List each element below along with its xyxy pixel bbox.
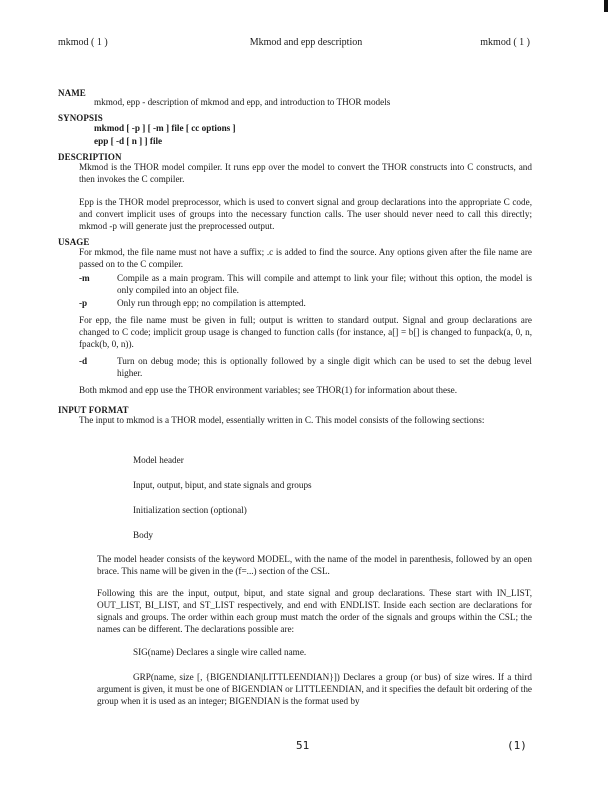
input-format-p3: Following this are the input, output, biput, and state signal and group declarations. These start with IN_LIST, OUT_LIST, BI_LIST, and ST_LIST respectively, and end with ENDLIST. Inside each section are declarations for signals and groups. The order within each group must match the order of the signals and groups within the CSL; the names can be different. The declarations possible are: (97, 588, 532, 634)
page-number: 51 (296, 739, 310, 752)
header-right: mkmod ( 1 ) (480, 37, 530, 48)
description-heading: DESCRIPTION (58, 152, 122, 162)
option-m-flag: -m (79, 273, 90, 283)
synopsis-heading: SYNOPSIS (58, 113, 103, 123)
option-p-flag: -p (79, 298, 88, 308)
description-p1: Mkmod is the THOR model compiler. It runs epp over the model to convert the THOR constructs into C constructs, and then invokes the C compiler. (79, 162, 532, 184)
synopsis-mkmod: mkmod [ -p ] [ -m ] file [ cc options ] (94, 123, 236, 133)
section-list-item: Model header (133, 455, 184, 465)
name-text: mkmod, epp - description of mkmod and epp, and introduction to THOR models (94, 97, 391, 107)
option-m-text: Compile as a main program. This will compile and attempt to link your file; without this option, the model is only compiled into an object file. (117, 273, 532, 295)
synopsis-epp: epp [ -d [ n ] ] file (94, 136, 163, 146)
option-d-text: Turn on debug mode; this is optionally followed by a single digit which can be used to set the debug level higher. (117, 356, 532, 378)
section-list-item: Initialization section (optional) (133, 505, 247, 515)
input-format-heading: INPUT FORMAT (58, 405, 129, 415)
input-format-p1: The input to mkmod is a THOR model, essentially written in C. This model consists of the following sections: (79, 415, 485, 425)
sig-declaration: SIG(name) Declares a single wire called name. (133, 647, 307, 657)
description-p2: Epp is the THOR model preprocessor, which is used to convert signal and group declarations into the appropriate C code, and convert implicit uses of groups into the necessary function calls. The user should never need to call this directly; mkmod -p will generate just the preprocessed output. (79, 197, 532, 231)
usage-heading: USAGE (58, 237, 90, 247)
grp-declaration: GRP(name, size [, {BIGENDIAN|LITTLEENDIAN}]) Declares a group (or bus) of size wires. If a third argument is given, it must be one of BIGENDIAN or LITTLEENDIAN, and it specifies the default bit ordering of the group when it is used as an integer; BIGENDIAN is the format used by (97, 672, 532, 706)
section-list-item: Input, output, biput, and state signals and groups (133, 480, 312, 490)
header-title: Mkmod and epp description (249, 37, 363, 48)
usage-p3: Both mkmod and epp use the THOR environment variables; see THOR(1) for information about these. (79, 385, 458, 395)
usage-p1: For mkmod, the file name must not have a suffix; .c is added to find the source. Any options given after the file name are passed on to the C compiler. (79, 247, 532, 269)
section-list-item: Body (133, 530, 153, 540)
option-p-text: Only run through epp; no compilation is attempted. (117, 298, 306, 308)
name-heading: NAME (58, 88, 86, 98)
option-d-flag: -d (79, 356, 88, 366)
usage-p2: For epp, the file name must be given in full; output is written to standard output. Signal and group declarations are changed to C code; implicit group usage is changed to function calls (for instance, a[] = b[] is changed to funpack(a, 0, n, fpack(b, 0, n)). (79, 315, 532, 349)
input-format-p2: The model header consists of the keyword MODEL, with the name of the model in parenthesis, followed by an open brace. This name will be given in the (f=...) section of the CSL. (97, 554, 532, 576)
footer-section: (1) (507, 739, 527, 752)
header-left: mkmod ( 1 ) (58, 37, 108, 48)
scan-edge-mark (604, 0, 608, 12)
